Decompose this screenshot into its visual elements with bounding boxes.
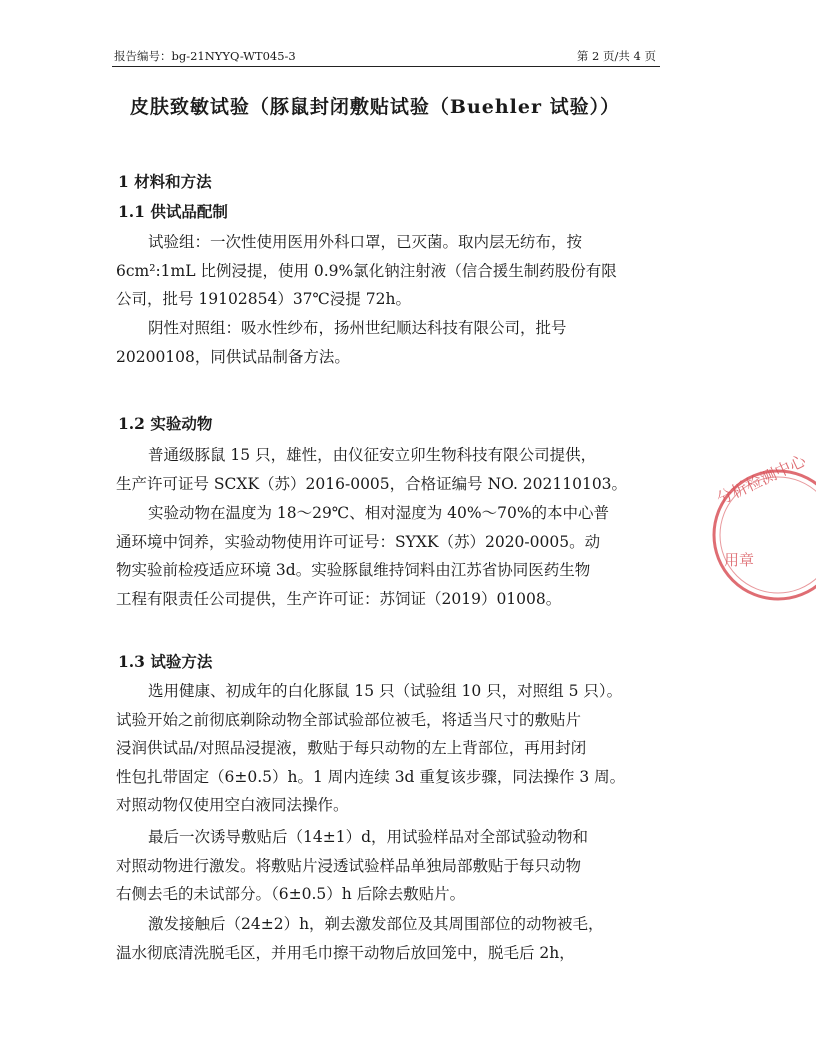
text-line: 试验开始之前彻底剃除动物全部试验部位被毛，将适当尺寸的敷贴片 <box>116 710 582 729</box>
paragraph-negative-control <box>116 314 656 371</box>
text-line: 6cm²:1mL 比例浸提，使用 0.9%氯化钠注射液（信合援生制药股份有限 <box>116 261 617 280</box>
text-line: 温水彻底清洗脱毛区，并用毛巾擦干动物后放回笼中，脱毛后 2h， <box>116 943 575 962</box>
page-header <box>112 46 660 67</box>
paragraph-observation <box>116 910 656 967</box>
text-line: 阴性对照组：吸水性纱布，扬州世纪顺达科技有限公司，批号 <box>148 319 567 337</box>
text-line: 公司，批号 19102854）37℃浸提 72h。 <box>116 290 412 308</box>
seal-text-2: 用章 <box>724 551 755 569</box>
paragraph-challenge <box>116 823 656 909</box>
text-line: 20200108，同供试品制备方法。 <box>116 347 350 366</box>
paragraph-test-group <box>116 228 656 314</box>
text-line: 工程有限责任公司提供，生产许可证：苏饲证（2019）01008。 <box>116 589 562 608</box>
section-heading-1-2: 1.2 实验动物 <box>118 414 213 433</box>
seal-icon <box>706 450 816 605</box>
text-line: 通环境中饲养，实验动物使用许可证号：SYXK（苏）2020-0005。动 <box>116 532 601 551</box>
text-line: 选用健康、初成年的白化豚鼠 15 只（试验组 10 只，对照组 5 只）。 <box>148 682 623 700</box>
section-heading-1: 1 材料和方法 <box>118 172 212 191</box>
text-line: 生产许可证号 SCXK（苏）2016-0005，合格证编号 NO. 202110103。 <box>116 474 628 493</box>
text-line: 性包扎带固定（6±0.5）h。1 周内连续 3d 重复该步骤，同法操作 3 周。 <box>116 767 626 786</box>
text-line: 右侧去毛的未试部分。（6±0.5）h 后除去敷贴片。 <box>116 885 466 903</box>
report-number: 报告编号：bg-21NYYQ-WT045-3 <box>114 49 296 63</box>
text-line: 普通级豚鼠 15 只，雄性，由仪征安立卯生物科技有限公司提供， <box>148 446 597 464</box>
paragraph-animals <box>116 441 656 498</box>
text-line: 试验组：一次性使用医用外科口罩，已灭菌。取内层无纺布，按 <box>148 233 583 251</box>
text-line: 物实验前检疫适应环境 3d。实验豚鼠维持饲料由江苏省协同医药生物 <box>116 561 591 579</box>
official-seal-stamp <box>706 450 816 605</box>
text-line: 浸润供试品/对照品浸提液，敷贴于每只动物的左上背部位，再用封闭 <box>116 739 587 757</box>
seal-text: 分析检测中心 <box>713 450 809 509</box>
document-title: 皮肤致敏试验（豚鼠封闭敷贴试验（Buehler 试验）） <box>129 96 621 118</box>
paragraph-method <box>116 677 656 820</box>
page-number: 第 2 页/共 4 页 <box>576 49 656 63</box>
section-heading-1-3: 1.3 试验方法 <box>118 652 213 671</box>
section-heading-1-1: 1.1 供试品配制 <box>118 202 228 221</box>
paragraph-housing <box>116 499 656 613</box>
text-line: 对照动物仅使用空白液同法操作。 <box>116 796 349 814</box>
text-line: 对照动物进行激发。将敷贴片浸透试验样品单独局部敷贴于每只动物 <box>116 856 582 875</box>
text-line: 激发接触后（24±2）h，剃去激发部位及其周围部位的动物被毛， <box>148 915 604 933</box>
text-line: 实验动物在温度为 18～29℃、相对湿度为 40%～70%的本中心普 <box>148 504 610 522</box>
text-line: 最后一次诱导敷贴后（14±1）d，用试验样品对全部试验动物和 <box>148 828 588 846</box>
